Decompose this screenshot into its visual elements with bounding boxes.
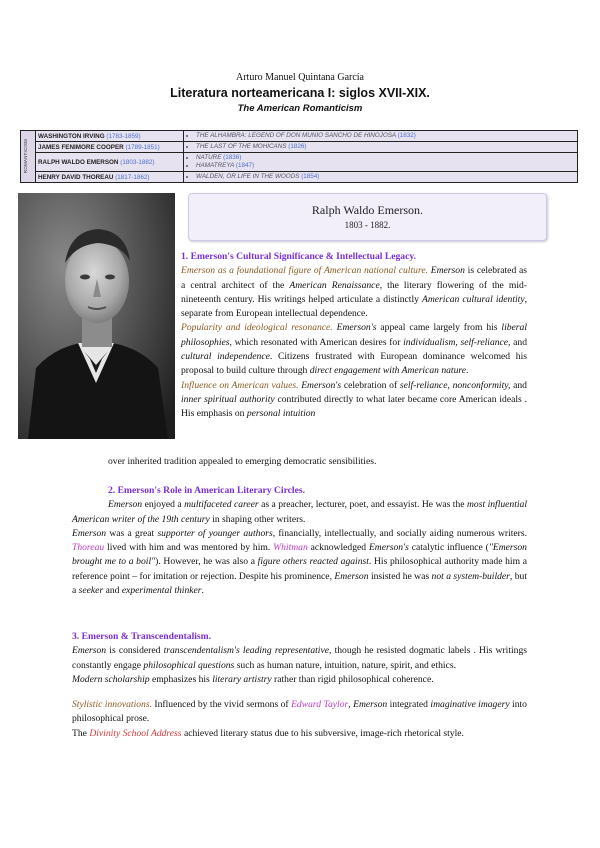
work-year: (1832) bbox=[397, 132, 416, 139]
emphasis: Emerson's bbox=[336, 322, 377, 334]
emphasis: multifaceted career bbox=[184, 499, 259, 511]
emphasis: Emerson bbox=[334, 570, 369, 582]
work-item bbox=[196, 154, 575, 162]
text: . bbox=[201, 585, 204, 597]
emphasis: figure others reacted against bbox=[257, 556, 369, 568]
emphasis: Emerson bbox=[108, 499, 143, 511]
emphasis: direct engagement with American nature bbox=[309, 365, 467, 377]
side-label-cell bbox=[21, 131, 36, 183]
lead-phrase: Emerson as a foundational figure of American national culture. bbox=[181, 265, 428, 277]
text: catalytic influence ( bbox=[411, 542, 489, 554]
work-title: THE ALHAMBRA: LEGEND OF DON MUNIO SANCHO DE HINOJOSA bbox=[196, 132, 396, 139]
author-works-cell bbox=[184, 131, 578, 142]
work-title: THE LAST OF THE MOHICANS bbox=[196, 143, 287, 150]
emphasis: Emerson bbox=[353, 699, 388, 711]
section-3-paragraph-3 bbox=[72, 698, 527, 727]
work-year: (1847) bbox=[235, 162, 255, 169]
emphasis: supporter of younger authors bbox=[157, 527, 273, 539]
work-item bbox=[196, 173, 575, 181]
emphasis: literary artistry bbox=[212, 673, 272, 685]
text: , though he resisted dogmatic labels . His writings constantly engage bbox=[72, 645, 527, 671]
text: appeal came largely from his bbox=[380, 322, 498, 334]
table-row bbox=[21, 142, 578, 153]
author-name-cell bbox=[36, 172, 184, 183]
document-author: Arturo Manuel Quintana García bbox=[235, 72, 364, 83]
author-name-cell bbox=[36, 153, 184, 172]
author-works-cell bbox=[184, 172, 578, 183]
text: enjoyed a bbox=[144, 499, 182, 511]
paragraph-spacer bbox=[72, 687, 527, 698]
author-years: (1789-1851) bbox=[125, 143, 160, 151]
emphasis: not a system-builder bbox=[431, 570, 510, 582]
emphasis: personal intuition bbox=[246, 408, 316, 420]
emphasis: philosophical questions bbox=[143, 659, 235, 671]
text: and bbox=[513, 336, 528, 348]
text: and bbox=[513, 379, 527, 391]
text: Influenced by the vivid sermons of bbox=[154, 699, 289, 711]
section-1-paragraph-3-end: over inherited tradition appealed to emerging democratic sensibilities. bbox=[108, 456, 377, 467]
section-2-paragraph-1 bbox=[72, 498, 527, 527]
work-title: NATURE bbox=[196, 154, 222, 161]
author-name: JAMES FENIMORE COOPER bbox=[38, 143, 124, 151]
text: integrated bbox=[389, 699, 428, 711]
text: ). However, he was also a bbox=[155, 556, 255, 568]
banner-name: Ralph Waldo Emerson. bbox=[311, 203, 424, 217]
author-works-cell bbox=[184, 142, 578, 153]
section-2-paragraph-2 bbox=[72, 527, 527, 598]
emphasis: transcendentalism's leading representative bbox=[163, 645, 329, 657]
side-label: ROMANTICISM bbox=[23, 139, 28, 174]
text: , but a bbox=[72, 570, 528, 597]
lead-phrase: Popularity and ideological resonance. bbox=[181, 322, 333, 334]
text: achieved literary status due to his subversive, image-rich rhetorical style. bbox=[183, 727, 464, 739]
lead-phrase: Stylistic innovations. bbox=[72, 699, 152, 711]
work-item bbox=[196, 162, 575, 170]
text: , which resonated with American desires for bbox=[229, 336, 401, 348]
text: . His philosophical authority made him a reference point – for imitation or rejection. Despite his prominence, bbox=[72, 556, 527, 582]
author-name-cell bbox=[36, 131, 184, 142]
text: . bbox=[466, 365, 469, 377]
text: , financially, intellectually, and socially aiding numerous writers. bbox=[272, 527, 528, 539]
author-works-cell bbox=[184, 153, 578, 172]
quote: "Emerson brought me to a boil" bbox=[72, 542, 527, 568]
text: as a preacher, lecturer, poet, and essayist. He was the bbox=[261, 499, 465, 511]
highlighted-title: Divinity School Address bbox=[89, 727, 182, 739]
work-title: HAMATREYA bbox=[196, 162, 235, 169]
section-2-heading: 2. Emerson's Role in American Literary Circles. bbox=[108, 485, 305, 496]
emphasis: experimental thinker bbox=[121, 585, 202, 597]
work-title: WALDEN, OR LIFE IN THE WOODS bbox=[196, 173, 300, 180]
work-year: (1836) bbox=[223, 154, 242, 161]
section-3-paragraph-2 bbox=[72, 673, 527, 687]
text: . Citizens frustrated with European dominance welcomed his proposal to build culture through bbox=[181, 351, 527, 377]
name-banner bbox=[188, 193, 547, 241]
author-years: (1783-1859) bbox=[106, 132, 141, 140]
table-row bbox=[21, 131, 578, 142]
emphasis: American Renaissance bbox=[289, 279, 380, 291]
portrait-illustration bbox=[18, 193, 175, 439]
section-1-paragraph-3-start bbox=[181, 379, 527, 422]
emphasis: Modern scholarship bbox=[72, 673, 150, 685]
work-item bbox=[196, 132, 575, 140]
author-years: (1803-1882) bbox=[120, 158, 155, 166]
document-title: Literatura norteamericana I: siglos XVII-XIX. bbox=[170, 86, 430, 100]
emphasis: liberal philosophies bbox=[181, 322, 527, 348]
work-year: (1826) bbox=[288, 143, 307, 150]
author-name: RALPH WALDO EMERSON bbox=[38, 158, 119, 166]
text: The bbox=[72, 727, 87, 739]
text: , bbox=[348, 699, 351, 711]
text: in shaping other writers. bbox=[212, 513, 306, 525]
table-row bbox=[21, 172, 578, 183]
text: is considered bbox=[109, 645, 161, 657]
section-1-paragraph-2 bbox=[181, 321, 527, 378]
text: and bbox=[105, 585, 120, 597]
section-1-column bbox=[181, 250, 527, 422]
emphasis: imaginative imagery bbox=[430, 699, 510, 711]
text: acknowledged bbox=[310, 542, 367, 554]
text: such as human nature, intuition, nature, spirit, and ethics. bbox=[236, 659, 456, 671]
authors-table bbox=[20, 130, 578, 183]
emphasis: cultural independence bbox=[181, 351, 270, 363]
table-row bbox=[21, 153, 578, 172]
document-subtitle: The American Romanticism bbox=[237, 103, 363, 114]
text: celebration of bbox=[343, 379, 398, 391]
text: into philosophical prose. bbox=[72, 699, 527, 725]
emphasis: American cultural identity bbox=[422, 293, 525, 305]
author-name: WASHINGTON IRVING bbox=[38, 132, 105, 140]
text: lived with him and was mentored by him. bbox=[107, 542, 271, 554]
lead-phrase: Influence on American values. bbox=[181, 379, 299, 391]
work-year: (1854) bbox=[301, 173, 320, 180]
section-1-heading: 1. Emerson's Cultural Significance & Intellectual Legacy. bbox=[181, 251, 417, 262]
emphasis: Emerson bbox=[430, 265, 465, 277]
text: emphasizes his bbox=[151, 673, 210, 685]
text: contributed directly to what later became core American ideals . His emphasis on bbox=[181, 393, 527, 420]
text: was a great bbox=[109, 527, 155, 539]
highlighted-name: Thoreau bbox=[72, 542, 105, 554]
section-2 bbox=[72, 484, 527, 598]
work-item bbox=[196, 143, 575, 151]
emphasis: most influential American writer of the 19th century bbox=[72, 499, 528, 525]
emphasis: Emerson bbox=[72, 527, 107, 539]
text: is celebrated as a central architect of the bbox=[181, 265, 527, 291]
section-3-paragraph-1 bbox=[72, 644, 527, 673]
emphasis: Emerson bbox=[72, 645, 107, 657]
text: , the literary flowering of the mid-nineteenth century. His writings helped articulate a distinctly bbox=[181, 279, 527, 305]
banner-dates: 1803 - 1882. bbox=[344, 220, 391, 230]
section-3 bbox=[72, 630, 527, 741]
author-name-cell bbox=[36, 142, 184, 153]
author-years: (1817-1862) bbox=[115, 173, 150, 181]
section-1-paragraph-1 bbox=[181, 264, 527, 321]
emphasis: inner spiritual authority bbox=[181, 393, 275, 405]
emerson-portrait bbox=[18, 193, 175, 439]
text: insisted he was bbox=[370, 570, 430, 582]
emphasis: Emerson's bbox=[368, 542, 409, 554]
text: , separate from European intellectual dependence. bbox=[181, 293, 527, 320]
section-3-paragraph-4 bbox=[72, 727, 527, 741]
author-name: HENRY DAVID THOREAU bbox=[38, 173, 114, 181]
section-3-heading: 3. Emerson & Transcendentalism. bbox=[72, 631, 212, 642]
text: rather than rigid philosophical coherence. bbox=[274, 673, 434, 685]
highlighted-name: Whitman bbox=[273, 542, 308, 554]
emphasis: individualism, self-reliance, bbox=[403, 336, 511, 348]
emphasis: seeker bbox=[78, 585, 104, 597]
highlighted-name: Edward Taylor bbox=[291, 699, 349, 711]
emphasis: self-reliance, nonconformity, bbox=[399, 379, 511, 391]
emphasis: Emerson's bbox=[301, 379, 342, 391]
